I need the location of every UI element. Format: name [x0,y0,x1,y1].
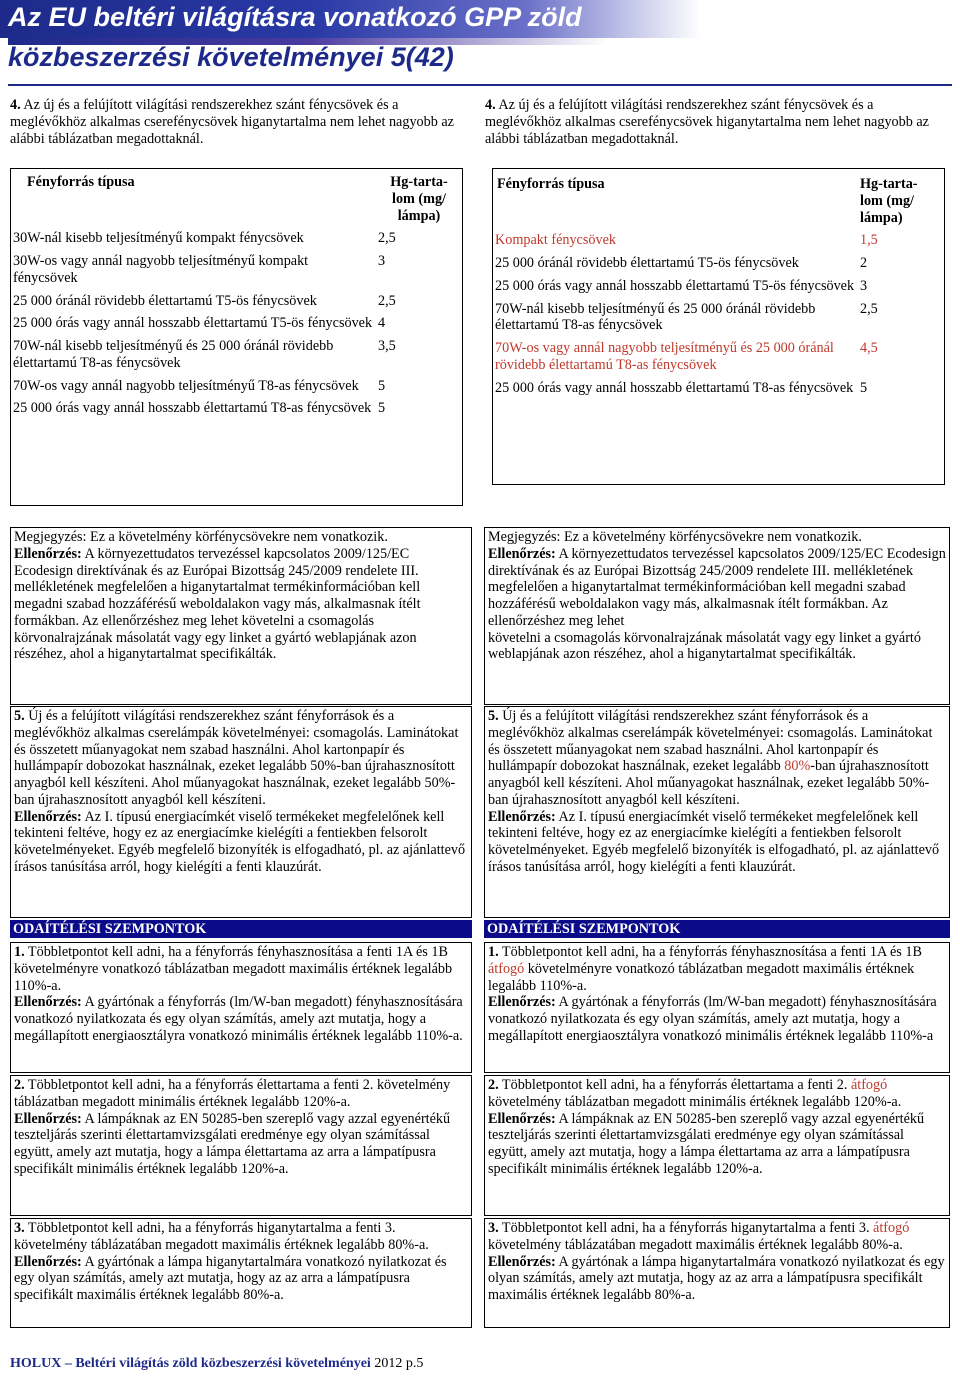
left-award-2: 2. Többletpontot kell adni, ha a fényforrás élettartama a fenti 2. követelmény táblázatban megadott minimális értéknek legalább 120%-a. Ellenőrzés: A lámpáknak az EN 50285-ben szereplő vagy azzal egyenértékű teszteljárás szerinti élettartamvizsgálati eredménye egy olyan számítással együtt, amely azt mutatja, hogy a lámpa élettartama az arra a lámpatípusra specifikált minimális értéknek legalább 120%-a. [10,1075,472,1216]
right-note-section: Megjegyzés: Ez a követelmény körfénycsövekre nem vonatkozik. Ellenőrzés: A környezettudatos tervezéssel kapcsolatos 2009/125/EC Ecodesign direktívának és az Európai Bizottság 245/2009 rendelete III. mellékletének megfelelően a higanytartalmat termékinformációban kell megadni szabad hozzáférésű weboldalakon vagy más, alkalmasnak ítélt formákban. Az ellenőrzéshez meg lehet követelni a csomagolás körvonalrajzának másolatát vagy egy linket a gyártó weblapjának azon részéhez, ahol a higanytartalmat specifikálták. [484,527,950,705]
table-header-row [493,169,944,232]
table-header-type: Fényforrás típusa [497,176,605,192]
left-note: Megjegyzés: Ez a követelmény körfénycsövekre nem vonatkozik. [14,529,388,545]
right-section-5 [484,706,950,918]
table-header-type: Fényforrás típusa [27,174,135,190]
table-row: 30W-nál kisebb teljesítményű kompakt fénycsövek 2,5 [13,230,396,247]
right-note: Megjegyzés: Ez a követelmény körfénycsövekre nem vonatkozik. [488,529,862,545]
right-intro: 4. Az új és a felújított világítási rendszerekhez szánt fénycsövek és a meglévőkhöz alkalmas cserefénycsövek higanytartalma nem lehet nagyobb az alábbi táblázatban megadottaknál. [485,97,929,147]
left-s5-check: Ellenőrzés: Az I. típusú energiacímkét viselő termékeket megfelelőnek kell tekinteni feltéve, hogy ez az energiacímke kielégíti a fentiekben felsorolt követelményeket. Egyéb megfelelő bizonyíték is elfogadható, pl. az ajánlattevő írásos tanúsítása arról, hogy kielégíti a fenti klauzúrát. [14,808,466,875]
table-row: 30W-os vagy annál nagyobb teljesítményű kompakt fénycsövek 3 [13,253,386,286]
table-row: 25 000 óránál rövidebb élettartamú T5-ös fénycsövek 2 [495,255,868,271]
page-header [0,0,960,92]
table-row: 70W-nál kisebb teljesítményű és 25 000 óránál rövidebb élettartamú T8-as fénycsövek 2,5 [495,300,878,334]
right-mercury-table [492,168,945,485]
left-check: Ellenőrzés: A környezettudatos tervezéssel kapcsolatos 2009/125/EC Ecodesign direktívának és az Európai Bizottság 245/2009 rendelete III. mellékletének megfelelően a higanytartalmat termékinformációban kell megadni szabad hozzáférésű weboldalakon vagy más, alkalmasnak ítélt formákban. Az ellenőrzéshez meg lehet követelni a csomagolás körvonalrajzának másolatát vagy egy linket a gyártó weblapjának azon részéhez, ahol a higanytartalmat specifikálták. [14,545,421,663]
header-title-line2: közbeszerzési követelményei 5(42) [8,42,454,72]
table-row: 25 000 óránál rövidebb élettartamú T5-ös fénycsövek 2,5 [13,292,396,309]
left-s5: 5. Új és a felújított világítási rendszerekhez szánt fényforrások és a meglévőkhöz alkalmas cserelámpák követelményei: csomagolás. Laminátokat és összetett műanyagokat nem szabad használni. Ahol kartonpapír és hullámpapír dobozokat használnak, ezeket legalább 50%-ban újrahasznosított anyagból kell készíteni. Ahol műanyagokat használnak, ezeket legalább 50%-ban újrahasznosított anyagból kell készíteni. [14,708,459,808]
footer-title: HOLUX – Beltéri világítás zöld közbeszerzési követelményei [10,1356,371,1371]
table-header-hg: Hg-tarta- lom (mg/ lámpa) [390,174,448,224]
page-footer [10,1356,423,1373]
right-award-banner: ODAÍTÉLÉSI SZEMPONTOK [484,920,950,938]
right-check: Ellenőrzés: A környezettudatos tervezéssel kapcsolatos 2009/125/EC Ecodesign direktívának és az Európai Bizottság 245/2009 rendelete III. mellékletének megfelelően a higanytartalmat termékinformációban kell megadni szabad hozzáférésű weboldalakon vagy más, alkalmasnak ítélt formákban. Az ellenőrzéshez meg lehet [488,545,946,629]
table-header-hg: Hg-tarta- lom (mg/ lámpa) [860,176,918,226]
table-row: 25 000 órás vagy annál hosszabb élettartamú T8-as fénycsövek 5 [13,400,386,417]
left-section-5 [10,706,472,918]
left-award-3: 3. Többletpontot kell adni, ha a fényforrás higanytartalma a fenti 3. követelmény táblázatában megadott maximális értéknek legalább 80%-a. Ellenőrzés: A gyártónak a lámpa higanytartalmára vonatkozó nyilatkozat és egy olyan számítás, amely azt mutatja, hogy az az arra a lámpatípusra specifikált maximális értéknek legalább 80%-a. [10,1218,472,1328]
right-column [485,97,947,155]
right-award-2: 2. Többletpontot kell adni, ha a fényforrás élettartama a fenti 2. átfogó követelmény táblázatban megadott minimális értéknek legalább 120%-a. Ellenőrzés: A lámpáknak az EN 50285-ben szereplő vagy azzal egyenértékű teszteljárás szerinti élettartamvizsgálati eredménye egy olyan számítással együtt, amely azt mutatja, hogy a lámpa élettartama az arra a lámpatípusra specifikált minimális értéknek legalább 120%-a. [484,1075,950,1216]
table-row: 25 000 órás vagy annál hosszabb élettartamú T8-as fénycsövek 5 [495,379,868,396]
left-mercury-table [10,168,463,506]
table-header-row [11,169,462,230]
table-row: 25 000 órás vagy annál hosszabb élettartamú T5-ös fénycsövek 4 [13,315,386,332]
table-row: 25 000 órás vagy annál hosszabb élettartamú T5-ös fénycsövek 3 [495,277,868,294]
left-note-section [10,527,472,705]
table-row: 70W-nál kisebb teljesítményű és 25 000 óránál rövidebb élettartamú T8-as fénycsövek 3,5 [13,338,396,371]
left-award-banner: ODAÍTÉLÉSI SZEMPONTOK [10,920,472,938]
table-row: 70W-os vagy annál nagyobb teljesítményű és 25 000 óránál rövidebb élettartamú T8-as fénycsövek 4,5 [495,340,878,373]
left-column [10,97,472,155]
footer-page: 2012 p.5 [370,1356,424,1371]
left-intro: 4. Az új és a felújított világítási rendszerekhez szánt fénycsövek és a meglévőkhöz alkalmas cserefénycsövek higanytartalma nem lehet nagyobb az alábbi táblázatban megadottaknál. [10,97,454,147]
right-award-1: 1. Többletpontot kell adni, ha a fényforrás fényhasznosítása a fenti 1A és 1B átfogó követelményre vonatkozó táblázatban megadott maximális értéknek legalább 110%-a. Ellenőrzés: A gyártónak a fényforrás (lm/W-ban megadott) fényhasznosítására vonatkozó nyilatkozata és egy olyan számítás, amely azt mutatja, hogy a megállapított energiaosztályra vonatkozó minimális értéknek legalább 110%-a [484,942,950,1073]
table-row: Kompakt fénycsövek 1,5 [495,232,878,249]
header-underline [8,84,952,86]
left-award-1: 1. Többletpontot kell adni, ha a fényforrás fényhasznosítása a fenti 1A és 1B követelményre vonatkozó táblázatban megadott maximális értéknek legalább 110%-a. Ellenőrzés: A gyártónak a fényforrás (lm/W-ban megadott) fényhasznosítására vonatkozó nyilatkozata és egy olyan számítás, amely azt mutatja, hogy a megállapított energiaosztályra vonatkozó minimális értéknek legalább 110%-a. [10,942,472,1073]
header-title-line1: Az EU beltéri világításra vonatkozó GPP zöld [8,2,582,32]
right-s5-check: Ellenőrzés: Az I. típusú energiacímkét viselő termékeket megfelelőnek kell tekinteni feltéve, hogy ez az energiacímke kielégíti a fentiekben felsorolt követelményeket. Egyéb megfelelő bizonyíték is elfogadható, pl. az ajánlattevő írásos tanúsítása arról, hogy kielégíti a fenti klauzúrát. [488,808,940,875]
table-row: 70W-os vagy annál nagyobb teljesítményű T8-as fénycsövek 5 [13,377,386,394]
right-s5: 5. Új és a felújított világítási rendszerekhez szánt fényforrások és a meglévőkhöz alkalmas cserelámpák követelményei: csomagolás. Laminátokat és összetett műanyagokat nem szabad használni. Ahol kartonpapír és hullámpapír dobozokat használnak, ezeket legalább 80%-ban újrahasznosított anyagból kell készíteni. Ahol műanyagokat használnak, ezeket legalább 50%-ban újrahasznosított anyagból kell készíteni. [488,708,933,808]
right-award-3: 3. Többletpontot kell adni, ha a fényforrás higanytartalma a fenti 3. átfogó követelmény táblázatában megadott maximális értéknek legalább 80%-a. Ellenőrzés: A gyártónak a lámpa higanytartalmára vonatkozó nyilatkozat és egy olyan számítás, amely azt mutatja, hogy az az arra a lámpatípusra specifikált maximális értéknek legalább 80%-a. [484,1218,950,1328]
